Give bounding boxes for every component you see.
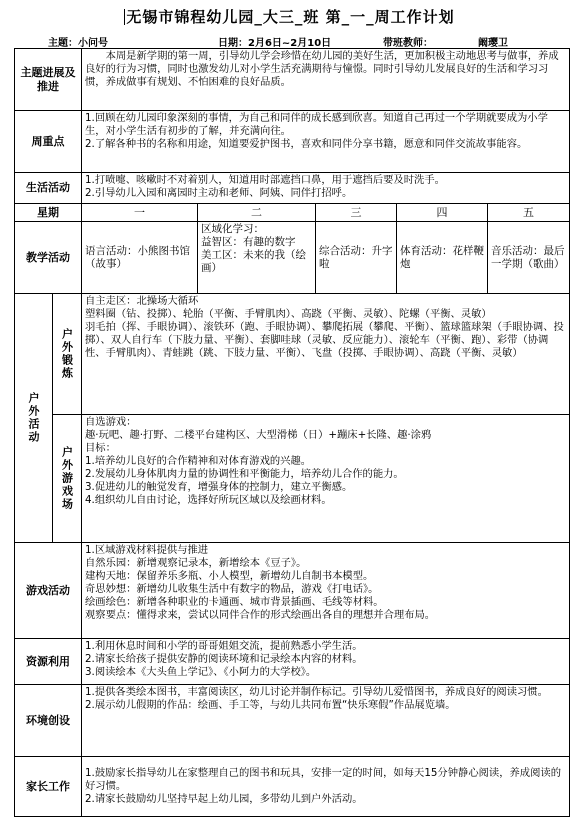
teaching-tue: 区域化学习： 益智区：有趣的数字 美工区：未来的我（绘画）	[198, 222, 316, 294]
parents-text	[82, 757, 570, 817]
game-label-cell	[53, 415, 82, 543]
game-line: 1.培养幼儿良好的合作精神和对体育游戏的兴趣。	[85, 455, 312, 467]
week-label: 星期	[15, 204, 82, 222]
games-line: 观察要点：懂得求来，尝试以同伴合作的形式绘画出各自的理想并合理布局。	[85, 609, 436, 621]
resources-line: 2.请家长给孩子提供安静的阅读环境和记录绘本内容的材料。	[85, 653, 363, 665]
environment-line: 2.展示幼儿假期的作品：绘画、手工等，与幼儿共同布置“快乐寒假”作品展览墙。	[85, 699, 456, 711]
game-line: 趣·玩吧、趣·打野、二楼平台建构区、大型滑梯（日）+蹦床+长隆、趣·涂鸦	[85, 429, 432, 441]
environment-label: 环境创设	[15, 685, 82, 757]
page-title-text: 无锡市锦程幼儿园_大三_班 第_一_周工作计划	[126, 8, 455, 26]
focus-line: 1.回顾在幼儿园印象深刻的事情，为自己和同伴的成长感到欣喜。知道自己再过一个学期就要成为小学生，对小学生活有初步的了解，并充满向往。	[85, 112, 548, 137]
games-line: 自然乐园：新增观察记录本，新增绘本《豆子》。	[85, 557, 307, 569]
game-text	[82, 415, 570, 543]
exercise-line: 羽毛拍（挥、手眼协调）、滚铁环（跑、手眼协调）、攀爬拓展（攀爬、平衡）、篮球篮球架（手眼协调、投掷）、双人自行车（下肢力量、平衡）、套脚哇球（灵敏、反应能力）、滚轮车（平衡、跑）、彩带（协调性、手臂肌肉）、青蛙跳（跳、下肢力量、平衡）、飞盘（投掷、手眼协调）、高跷（平衡、灵敏）	[85, 321, 564, 359]
game-line: 目标：	[85, 442, 116, 454]
games-line: 1.区域游戏材料提供与推进	[85, 544, 209, 556]
life-line: 2.引导幼儿入园和离园时主动和老师、阿姨、同伴打招呼。	[85, 187, 353, 199]
day-thu: 四	[397, 204, 488, 222]
parents-label: 家长工作	[15, 757, 82, 817]
row-resources	[15, 639, 570, 685]
progress-text	[82, 49, 570, 111]
row-parents	[15, 757, 570, 817]
games-line: 奇思妙想：新增幼儿收集生活中有数字的物品，游戏《打电话》。	[85, 583, 379, 595]
row-progress	[15, 49, 570, 111]
life-line: 1.打喷嚏、咳嗽时不对着别人，知道用时部遮挡口鼻，用于遮挡后要及时洗手。	[85, 174, 445, 186]
outdoor-label-cell	[15, 294, 53, 543]
row-environment	[15, 685, 570, 757]
day-wed: 三	[316, 204, 397, 222]
environment-line: 1.提供各类绘本图书，丰富阅读区，幼儿讨论并制作标记。引导幼儿爱惜图书，养成良好的阅读习惯。	[85, 686, 548, 698]
focus-line: 2.了解各种书的名称和用途，知道要爱护图书，喜欢和同伴分享书籍，愿意和同伴交流故事能容。	[85, 138, 528, 150]
page-title	[0, 6, 579, 27]
focus-text	[82, 111, 570, 173]
resources-label: 资源利用	[15, 639, 82, 685]
exercise-label-cell	[53, 294, 82, 415]
life-text	[82, 173, 570, 204]
row-week	[15, 204, 570, 222]
teaching-fri: 音乐活动：最后一学期（歌曲）	[488, 222, 570, 294]
progress-label: 主题进展及推进	[15, 49, 82, 111]
games-label: 游戏活动	[15, 543, 82, 639]
day-fri: 五	[488, 204, 570, 222]
exercise-text	[82, 294, 570, 415]
teacher-label: 带班教师：	[383, 38, 433, 49]
focus-label: 周重点	[15, 111, 82, 173]
plan-table	[14, 48, 570, 817]
games-line: 绘画绘色：新增各种职业的卡通画、城市背景插画、毛线等材料。	[85, 596, 384, 608]
resources-line: 3.阅读绘本《大头鱼上学记》、《小阿力的大学校》。	[85, 666, 317, 678]
day-tue: 二	[198, 204, 316, 222]
game-line: 3.促进幼儿的触觉发育，增强身体的控制力，建立平衡感。	[85, 481, 353, 493]
exercise-line: 自主走区：北操场大循环	[85, 295, 199, 307]
games-text	[82, 543, 570, 639]
row-outdoor-exercise	[15, 294, 570, 415]
teaching-label: 教学活动	[15, 222, 82, 294]
environment-text	[82, 685, 570, 757]
parents-line: 2.请家长鼓励幼儿坚持早起上幼儿园，多带幼儿到户外活动。	[85, 793, 363, 805]
life-label: 生活活动	[15, 173, 82, 204]
game-line: 4.组织幼儿自由讨论，选择好所玩区域以及绘画材料。	[85, 494, 332, 506]
row-games	[15, 543, 570, 639]
row-outdoor-game	[15, 415, 570, 543]
resources-line: 1.利用休息时间和小学的哥哥姐姐交流，提前熟悉小学生活。	[85, 640, 363, 652]
day-mon: 一	[82, 204, 198, 222]
outdoor-label: 户外活动	[27, 392, 40, 444]
teaching-mon: 语言活动：小熊图书馆（故事）	[82, 222, 198, 294]
row-focus	[15, 111, 570, 173]
game-line: 自选游戏：	[85, 416, 137, 428]
exercise-line: 塑料圈（钻、投掷）、轮胎（平衡、手臂肌肉）、高跷（平衡、灵敏）、陀螺（平衡、灵敏）	[85, 308, 492, 320]
game-line: 2.发展幼儿身体肌肉力量的协调性和平衡能力，培养幼儿合作的能力。	[85, 468, 404, 480]
progress-paragraph: 本周是新学期的第一周，引导幼儿学会珍惜在幼儿园的美好生活，更加积极主动地思考与做事，养成良好的行为习惯，同时也激发幼儿对小学生活充满期待与憧憬。同时引导幼儿发展良好的生活和学习习惯，养成做事有规划、不怕困难的良好品质。	[85, 50, 559, 88]
parents-line: 1.鼓励家长指导幼儿在家整理自己的图书和玩具，安排一定的时间，如每天15分钟静心阅读，养成阅读的好习惯。	[85, 767, 561, 792]
exercise-label: 户外锻炼	[60, 328, 74, 380]
theme-label: 主题：小问号	[48, 38, 108, 49]
resources-text	[82, 639, 570, 685]
teaching-wed: 综合活动：升字啦	[316, 222, 397, 294]
row-life	[15, 173, 570, 204]
row-teaching	[15, 222, 570, 294]
teaching-thu: 体育活动：花样鞭炮	[397, 222, 488, 294]
game-label: 户外游戏场	[60, 446, 74, 511]
date-label: 日期：2月6日~2月10日	[218, 38, 332, 49]
teacher-name: 阚璎卫	[478, 38, 508, 49]
games-line: 建构天地：保留养乐多瓶、小人模型，新增幼儿自制书本模型。	[85, 570, 374, 582]
